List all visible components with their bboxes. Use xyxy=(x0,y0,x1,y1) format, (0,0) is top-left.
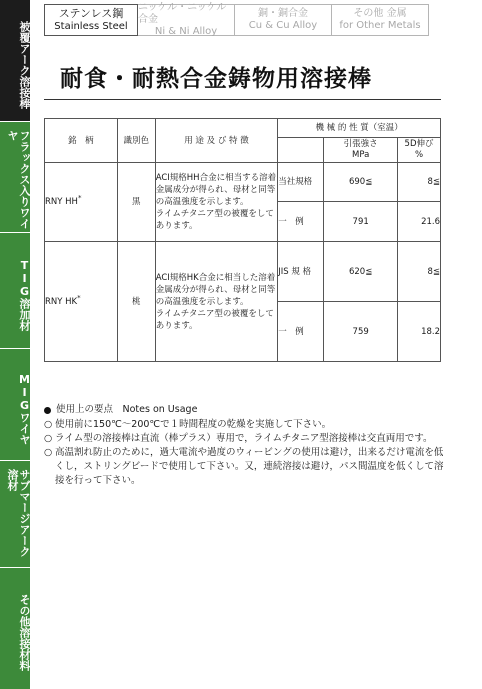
brand-name: RNY HH xyxy=(45,197,78,207)
elongation-value: 8≦ xyxy=(398,242,441,302)
example-label: 一 例 xyxy=(278,202,324,242)
category-sidebar xyxy=(0,0,30,689)
brand-mark: * xyxy=(77,194,82,203)
color-cell: 桃 xyxy=(117,242,155,362)
sidebar-tab-flux-cored-wire[interactable]: フラックス入りワイヤ xyxy=(0,122,30,233)
circle-bullet-icon: ○ xyxy=(44,419,53,430)
note-item xyxy=(44,418,449,432)
use-text: ライムチタニア型の被覆をしてあります。 xyxy=(155,209,274,231)
elongation-value: 21.6 xyxy=(398,202,441,242)
table-row xyxy=(45,163,441,202)
header-brand: 銘 柄 xyxy=(45,119,118,163)
tab-label-en: Stainless Steel xyxy=(54,21,128,32)
use-text: ライムチタニア型の被覆をしてあります。 xyxy=(155,308,274,331)
tab-copper-alloy[interactable] xyxy=(234,4,332,36)
header-tensile xyxy=(324,138,398,163)
tab-label-jp: ニッケル・ニッケル合金 xyxy=(138,2,227,25)
bullet-icon xyxy=(44,407,51,414)
table-header-row xyxy=(45,119,441,138)
material-tabs xyxy=(44,4,428,36)
brand-cell xyxy=(45,242,118,362)
header-tensile-unit: MPa xyxy=(352,150,370,160)
tab-label-jp: 銅・銅合金 xyxy=(258,8,308,19)
note-item xyxy=(44,446,449,488)
standard-label: JIS 規 格 xyxy=(278,242,324,302)
header-tensile-label: 引張強さ xyxy=(343,139,378,149)
standard-label: 当社規格 xyxy=(278,163,324,202)
brand-name: RNY HK xyxy=(45,296,78,307)
use-cell xyxy=(155,163,278,242)
tab-label-jp: ステンレス鋼 xyxy=(58,7,124,20)
circle-bullet-icon: ○ xyxy=(44,447,53,458)
page-title: 耐食・耐熱合金鋳物用溶接棒 xyxy=(60,66,372,92)
tab-label-jp: その他 金属 xyxy=(353,8,407,19)
notes-heading-text: 使用上の要点 Notes on Usage xyxy=(56,404,198,415)
tab-label-en: Cu & Cu Alloy xyxy=(248,20,318,31)
sidebar-tab-submerged-arc[interactable]: サブマージアーク溶材 xyxy=(0,461,30,568)
tab-label-en: Ni & Ni Alloy xyxy=(154,26,218,37)
header-elongation-label: 5D伸び xyxy=(404,139,434,149)
note-text: 使用前に150℃～200℃で１時間程度の乾燥を実施して下さい。 xyxy=(55,419,332,430)
sidebar-tab-covered-electrode[interactable]: 被覆アーク溶接棒 xyxy=(0,0,30,122)
color-cell: 黒 xyxy=(117,163,155,242)
use-text: ACI規格HH合金に相当する溶着金属成分が得られ、母材と同等の高温強度を示します。 xyxy=(155,173,277,207)
note-item xyxy=(44,432,449,446)
note-text: 高温割れ防止のために，過大電流や過度のウィービングの使用は避け，出来るだけ電流を低くし，ストリングビードで使用して下さい。又，連続溶接は避け，パス間温度を低くして溶接を行って下さい。 xyxy=(55,447,444,486)
tab-label-en: for Other Metals xyxy=(339,20,421,31)
circle-bullet-icon: ○ xyxy=(44,433,53,444)
elongation-value: 8≦ xyxy=(398,163,441,202)
header-mechanical: 機 械 的 性 質（室温） xyxy=(278,119,441,138)
header-color: 識別色 xyxy=(117,119,155,163)
elongation-value: 18.2 xyxy=(398,302,441,362)
tab-other-metals[interactable] xyxy=(331,4,429,36)
use-cell xyxy=(155,242,278,362)
header-elongation-unit: % xyxy=(414,150,424,160)
tensile-value: 620≦ xyxy=(324,242,398,302)
tensile-value: 759 xyxy=(324,302,398,362)
use-text: ACI規格HK合金に相当した溶着金属成分が得られ、母材と同等の高温強度を示します。 xyxy=(155,272,276,307)
header-elongation xyxy=(398,138,441,163)
title-divider xyxy=(44,99,441,100)
tab-nickel-alloy[interactable] xyxy=(137,4,235,36)
table-row xyxy=(45,242,441,302)
brand-cell xyxy=(45,163,118,242)
brand-mark: * xyxy=(77,293,81,302)
sidebar-tab-mig-wire[interactable]: MIGワイヤ xyxy=(0,349,30,461)
sidebar-tab-tig-filler[interactable]: TIG溶加材 xyxy=(0,233,30,349)
usage-notes xyxy=(44,403,449,488)
note-text: ライム型の溶接棒は直流（棒プラス）専用で，ライムチタニア型溶接棒は交直両用です。 xyxy=(55,433,433,444)
spec-table xyxy=(44,118,441,362)
notes-heading xyxy=(44,403,449,417)
example-label: 一 例 xyxy=(278,302,324,362)
tensile-value: 690≦ xyxy=(324,163,398,202)
tab-stainless-steel[interactable] xyxy=(44,4,138,36)
header-use: 用 途 及 び 特 徴 xyxy=(155,119,278,163)
header-blank xyxy=(278,138,324,163)
tensile-value: 791 xyxy=(324,202,398,242)
sidebar-tab-other-materials[interactable]: その他溶接材料 xyxy=(18,594,31,671)
